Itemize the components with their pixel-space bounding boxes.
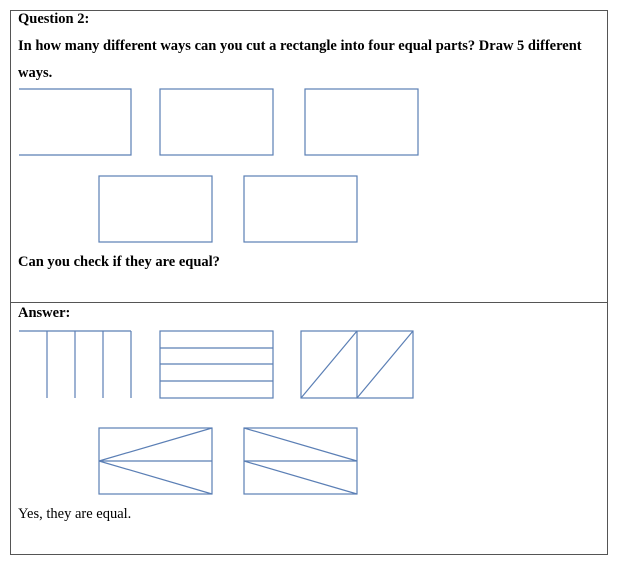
answer-parallel-diagonals — [244, 428, 357, 494]
empty-rectangle — [160, 89, 273, 155]
question-check: Can you check if they are equal? — [18, 254, 220, 270]
empty-rectangle — [19, 89, 131, 155]
empty-rectangle — [244, 176, 357, 242]
answer-triangles-left — [99, 428, 212, 494]
answer-heading: Answer: — [18, 305, 71, 321]
answer-conclusion: Yes, they are equal. — [18, 506, 132, 522]
answer-diagonal-halves — [301, 331, 413, 398]
empty-rectangle — [305, 89, 418, 155]
empty-rectangle — [99, 176, 212, 242]
question-rectangles — [19, 89, 418, 242]
question-prompt-line1: In how many different ways can you cut a rectangle into four equal parts? Draw 5 different — [18, 38, 582, 54]
question-prompt-line2: ways. — [18, 65, 53, 81]
answer-vertical-strips — [19, 331, 131, 398]
answer-horizontal-strips — [160, 331, 273, 398]
question-heading: Question 2: — [18, 11, 90, 27]
